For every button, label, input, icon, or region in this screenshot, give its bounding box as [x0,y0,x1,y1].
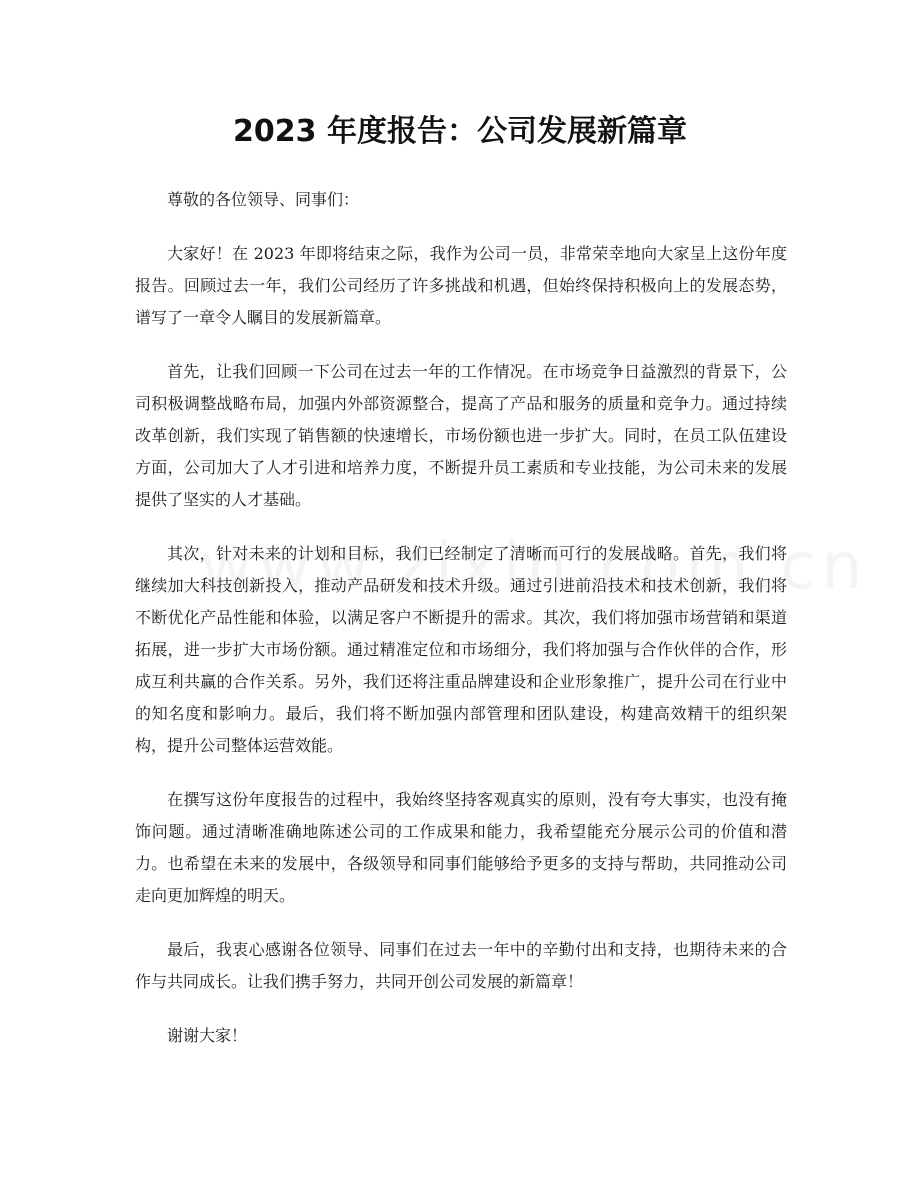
document-body [135,184,787,1074]
paragraph-strategy: 其次，针对未来的计划和目标，我们已经制定了清晰而可行的发展战略。首先，我们将继续加大科技创新投入，推动产品研发和技术升级。通过引进前沿技术和技术创新，我们将不断优化产品性能和体验，以满足客户不断提升的需求。其次，我们将加强市场营销和渠道拓展，进一步扩大市场份额。通过精准定位和市场细分，我们将加强与合作伙伴的合作，形成互利共赢的合作关系。另外，我们还将注重品牌建设和企业形象推广，提升公司在行业中的知名度和影响力。最后，我们将不断加强内部管理和团队建设，构建高效精干的组织架构，提升公司整体运营效能。 [135,544,787,755]
closing: 谢谢大家！ [167,1026,248,1045]
paragraph-thanks: 最后，我衷心感谢各位领导、同事们在过去一年中的辛勤付出和支持，也期待未来的合作与共同成长。让我们携手努力，共同开创公司发展的新篇章！ [135,940,787,991]
paragraph-greeting: 大家好！在 2023 年即将结束之际，我作为公司一员，非常荣幸地向大家呈上这份年度报告。回顾过去一年，我们公司经历了许多挑战和机遇，但始终保持积极向上的发展态势，谱写了一章令人瞩目的发展新篇章。 [135,244,787,327]
paragraph-principle: 在撰写这份年度报告的过程中，我始终坚持客观真实的原则，没有夸大事实，也没有掩饰问题。通过清晰准确地陈述公司的工作成果和能力，我希望能充分展示公司的价值和潜力。也希望在未来的发展中，各级领导和同事们能够给予更多的支持与帮助，共同推动公司走向更加辉煌的明天。 [135,790,787,905]
page-title: 2023 年度报告：公司发展新篇章 [233,114,687,149]
salutation: 尊敬的各位领导、同事们： [167,190,360,209]
paragraph-review: 首先，让我们回顾一下公司在过去一年的工作情况。在市场竞争日益激烈的背景下，公司积极调整战略布局，加强内外部资源整合，提高了产品和服务的质量和竞争力。通过持续改革创新，我们实现了销售额的快速增长，市场份额也进一步扩大。同时，在员工队伍建设方面，公司加大了人才引进和培养力度，不断提升员工素质和专业技能，为公司未来的发展提供了坚实的人才基础。 [135,362,787,509]
